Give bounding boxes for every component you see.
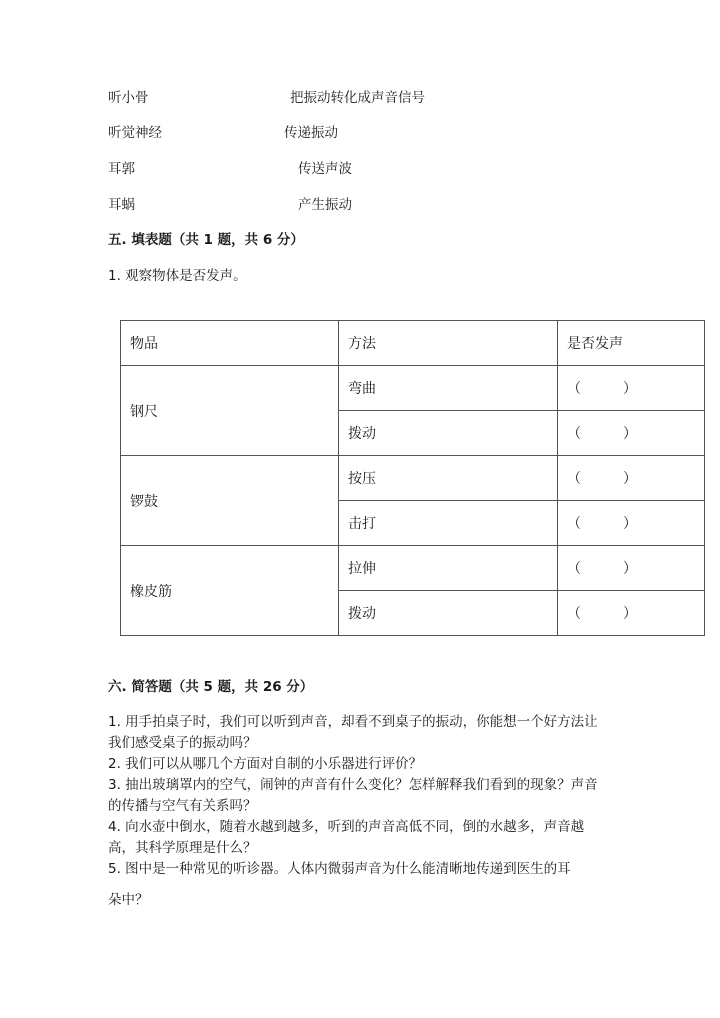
method-cell: 拨动 [339, 411, 558, 456]
object-cell: 橡皮筋 [121, 546, 339, 636]
method-cell: 拉伸 [339, 546, 558, 591]
table-row [121, 546, 705, 591]
table-header-row [121, 321, 705, 366]
method-cell: 击打 [339, 501, 558, 546]
match-right-1: 把振动转化成声音信号 [290, 90, 425, 106]
header-sound: 是否发声 [558, 321, 705, 366]
header-method: 方法 [339, 321, 558, 366]
question-5-tail: 朵中？ [108, 892, 149, 908]
method-cell: 按压 [339, 456, 558, 501]
section5-title: 五. 填表题（共 1 题，共 6 分） [108, 232, 304, 248]
match-left-3: 耳郭 [108, 161, 135, 177]
table-row [121, 456, 705, 501]
question-2: 2. 我们可以从哪几个方面对自制的小乐器进行评价？ [108, 756, 423, 772]
match-left-2: 听觉神经 [108, 125, 162, 141]
section6-title: 六. 简答题（共 5 题，共 26 分） [108, 679, 314, 695]
question-1: 1. 用手拍桌子时，我们可以听到声音，却看不到桌子的振动，你能想一个好方法让我们感受桌子的振动吗？ [108, 714, 598, 751]
match-left-4: 耳蜗 [108, 197, 135, 213]
method-cell: 拨动 [339, 591, 558, 636]
answer-blank[interactable]: （ ） [558, 456, 705, 501]
question-4: 4. 向水壶中倒水，随着水越到越多，听到的声音高低不同，倒的水越多，声音越高，其科学原理是什么？ [108, 819, 585, 856]
observation-table [120, 320, 705, 636]
answer-blank[interactable]: （ ） [558, 546, 705, 591]
match-right-3: 传送声波 [298, 161, 352, 177]
match-right-4: 产生振动 [298, 197, 352, 213]
match-left-1: 听小骨 [108, 90, 149, 106]
table-row [121, 366, 705, 411]
question-3: 3. 抽出玻璃罩内的空气，闹钟的声音有什么变化？怎样解释我们看到的现象？声音的传播与空气有关系吗？ [108, 777, 598, 814]
header-object: 物品 [121, 321, 339, 366]
answer-blank[interactable]: （ ） [558, 411, 705, 456]
answer-blank[interactable]: （ ） [558, 591, 705, 636]
section5-question: 1. 观察物体是否发声。 [108, 268, 247, 284]
method-cell: 弯曲 [339, 366, 558, 411]
answer-blank[interactable]: （ ） [558, 366, 705, 411]
match-right-2: 传递振动 [284, 125, 338, 141]
object-cell: 锣鼓 [121, 456, 339, 546]
object-cell: 钢尺 [121, 366, 339, 456]
answer-blank[interactable]: （ ） [558, 501, 705, 546]
question-5: 5. 图中是一种常见的听诊器。人体内微弱声音为什么能清晰地传递到医生的耳 [108, 861, 571, 877]
